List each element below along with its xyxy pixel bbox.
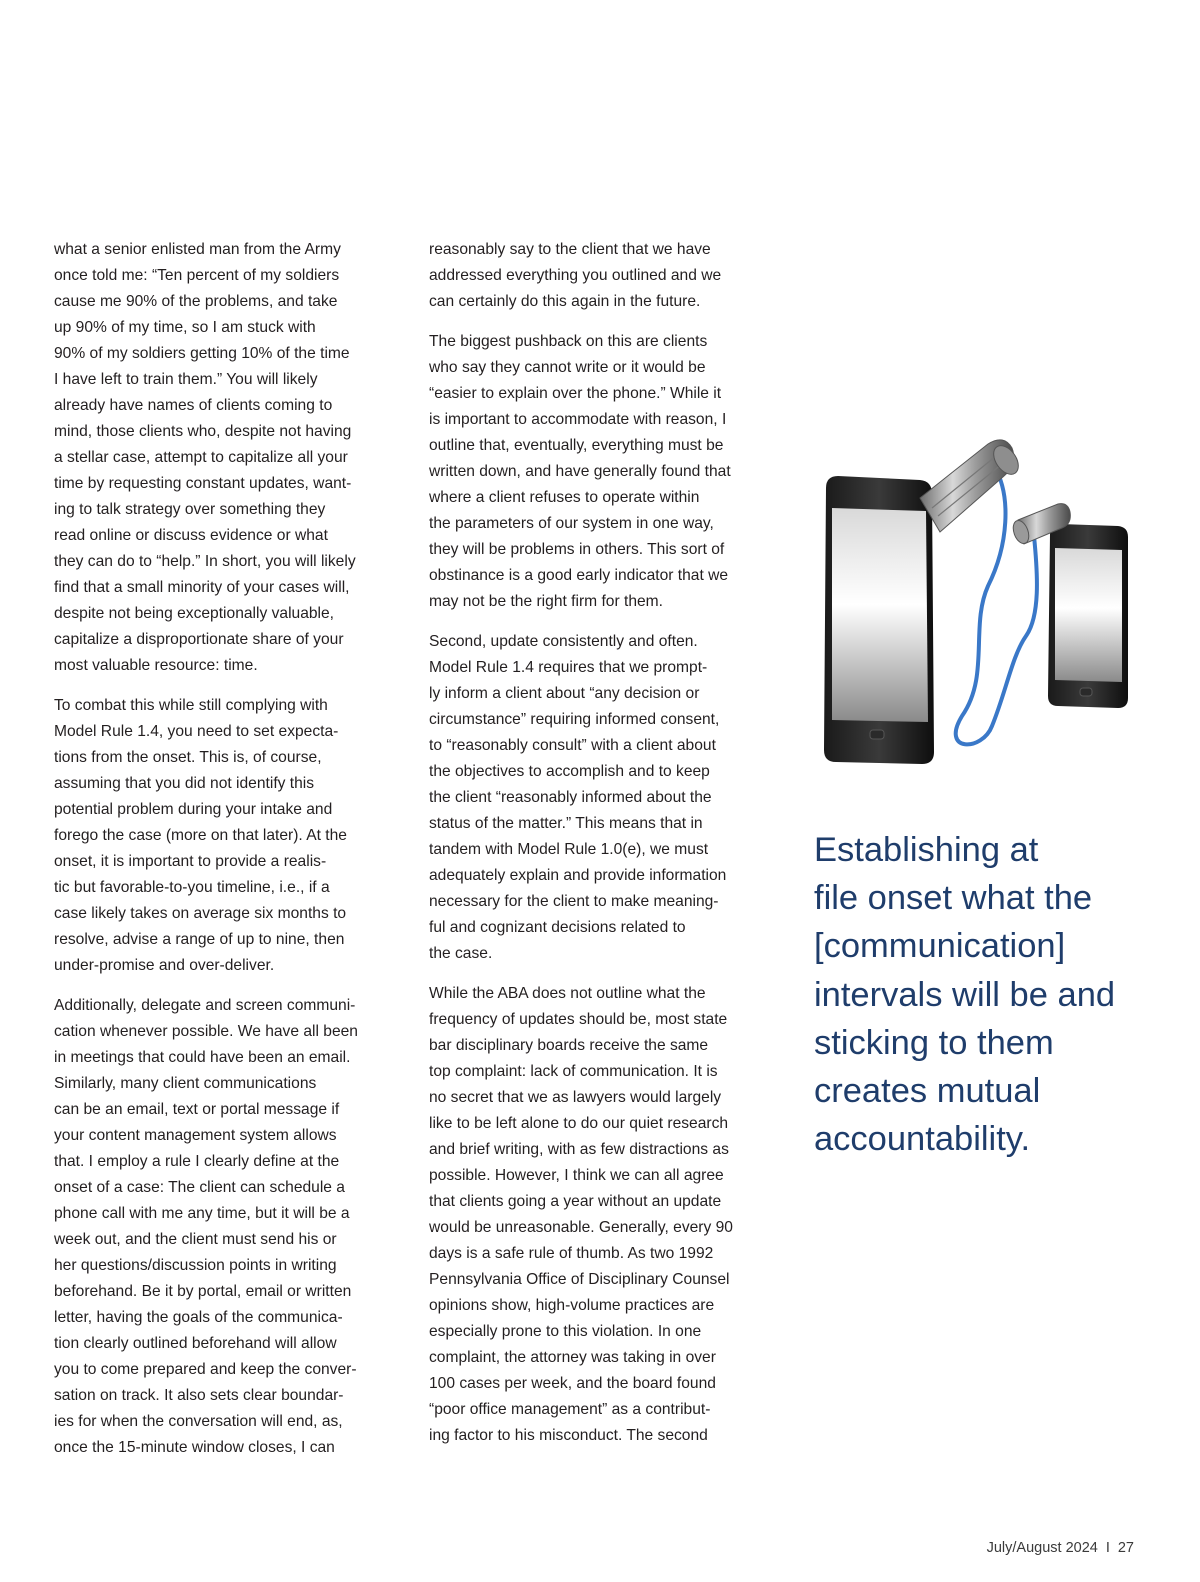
body-paragraph: To combat this while still complying with Model Rule 1.4, you need to set expecta- tions from the onset. This is, of course, assuming that you did not identify this potential problem during your intake and forego the case (more on that later). At the onset, it is important to provide a realis- tic but favorable-to-you timeline, i.e., if a case likely takes on average six months to resolve, advise a range of up to nine, then under-promise and over-deliver.	[54, 697, 347, 974]
footer-separator: I	[1105, 1540, 1110, 1556]
body-paragraph: what a senior enlisted man from the Army once told me: “Ten percent of my soldiers cause me 90% of the problems, and take up 90% of my time, so I am stuck with 90% of my soldiers getting 10% of the time I have left to train them.” You will likely already have names of clients coming to mind, those clients who, despite not having a stellar case, attempt to capitalize all your time by requesting constant updates, want- ing to talk strategy over something they read online or discuss evidence or what they can do to “help.” In short, you will likely find that a small minority of your cases will, despite not being exceptionally valuable, capitalize a disproportionate share of your most valuable resource: time.	[54, 241, 356, 674]
body-paragraph: reasonably say to the client that we have addressed everything you outlined and we can certainly do this again in the future.	[429, 241, 722, 310]
right-phone	[1048, 524, 1128, 708]
body-paragraph: While the ABA does not outline what the frequency of updates should be, most state bar disciplinary boards receive the same top complaint: lack of communication. It is no secret that we as lawyers would largely like to be left alone to do our quiet research and brief writing, with as few distractions as possible. However, I think we can all agree that clients going a year without an update would be unreasonable. Generally, every 90 days is a safe rule of thumb. As two 1992 Pennsylvania Office of Disciplinary Counsel opinions show, high-volume practices are especially prone to this violation. In one complaint, the attorney was taking in over 100 cases per week, and the board found “poor office management” as a contribut- ing factor to his misconduct. The second	[429, 985, 733, 1444]
left-phone	[824, 476, 934, 764]
page-number: 27	[1117, 1540, 1134, 1556]
body-paragraph: Second, update consistently and often. Model Rule 1.4 requires that we prompt- ly inform a client about “any decision or circumstance” requiring informed consent, to “reasonably consult” with a client about the objectives to accomplish and to keep the client “reasonably informed about the status of the matter.” This means that in tandem with Model Rule 1.0(e), we must adequately explain and provide information necessary for the client to make meaning- ful and cognizant decisions related to the case.	[429, 633, 727, 962]
body-paragraph: The biggest pushback on this are clients who say they cannot write or it would be “easier to explain over the phone.” While it is important to accommodate with reason, I outline that, eventually, everything must be written down, and have generally found that where a client refuses to operate within the parameters of our system in one way, they will be problems in others. This sort of obstinance is a good early indicator that we may not be the right firm for them.	[429, 333, 731, 610]
article-column-2	[429, 237, 763, 1463]
body-paragraph: Additionally, delegate and screen communi- cation whenever possible. We have all been in meetings that could have been an email. Similarly, many client communications can be an email, text or portal message if your content management system allows that. I employ a rule I clearly define at the onset of a case: The client can schedule a phone call with me any time, but it will be a week out, and the client must send his or her questions/discussion points in writing beforehand. Be it by portal, email or written letter, having the goals of the communica- tion clearly outlined beforehand will allow you to come prepared and keep the conver- sation on track. It also sets clear boundar- ies for when the conversation will end, as, once the 15-minute window closes, I can	[54, 997, 358, 1456]
page-footer	[987, 1538, 1134, 1558]
large-tin-can	[920, 440, 1023, 532]
pull-quote: Establishing at file onset what the [communication] intervals will be and sticking to them creates mutual accountability.	[814, 831, 1116, 1159]
issue-date: July/August 2024	[986, 1540, 1098, 1556]
tin-can-phones-illustration	[812, 436, 1138, 776]
article-column-1	[54, 237, 388, 1475]
